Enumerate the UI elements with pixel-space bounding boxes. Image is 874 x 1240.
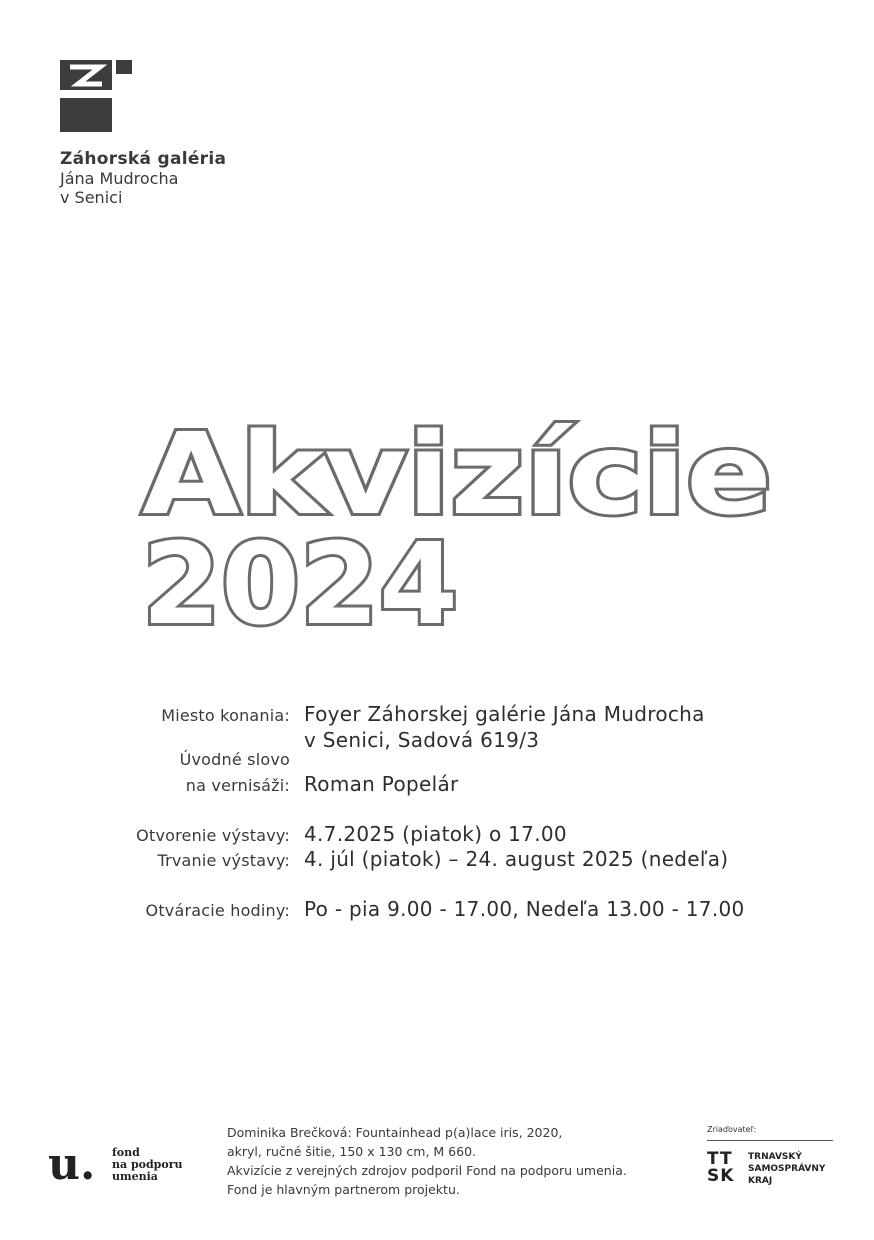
gallery-name: [60, 150, 226, 207]
hours-label: Otváracie hodiny:: [145, 901, 290, 920]
credit-line2: akryl, ručné šitie, 150 x 130 cm, M 660.: [227, 1144, 476, 1159]
ttsk-name-line2: SAMOSPRÁVNY: [748, 1164, 826, 1174]
exhibition-title: [138, 405, 798, 650]
title-line2: 2024: [142, 520, 458, 650]
speech-label-line2: na vernisáži:: [185, 776, 290, 795]
founder-label: Zriaďovateľ:: [707, 1125, 757, 1134]
artwork-credits: [227, 1123, 627, 1199]
fund-line1: fond: [112, 1146, 140, 1159]
opening-value: 4.7.2025 (piatok) o 17.00: [304, 822, 567, 846]
venue-value-line2: v Senici, Sadová 619/3: [304, 728, 540, 752]
credit-line4: Fond je hlavným partnerom projektu.: [227, 1182, 460, 1197]
gallery-name-line3: v Senici: [60, 188, 123, 207]
ttsk-name: [748, 1151, 825, 1187]
speech-label-line1: Úvodné slovo: [179, 750, 290, 769]
duration-label: Trvanie výstavy:: [157, 851, 290, 870]
fund-line2: na podporu: [112, 1158, 183, 1171]
title-line1: Akvizície: [142, 410, 772, 540]
duration-value: 4. júl (piatok) – 24. august 2025 (nedeľa): [304, 847, 729, 871]
speech-value: Roman Popelár: [304, 772, 459, 796]
ttsk-mark-line2: SK: [707, 1166, 735, 1186]
ttsk-name-line3: KRAJ: [748, 1176, 773, 1186]
opening-label: Otvorenie výstavy:: [136, 826, 290, 845]
fund-line3: umenia: [112, 1170, 158, 1183]
venue-value-line1: Foyer Záhorskej galérie Jána Mudrocha: [304, 702, 705, 726]
credit-line1: Dominika Brečková: Fountainhead p(a)lace iris, 2020,: [227, 1125, 563, 1140]
hours-value: Po - pia 9.00 - 17.00, Nedeľa 13.00 - 17.00: [304, 897, 745, 921]
founder-block: [707, 1125, 835, 1186]
z-block-logo-icon: [60, 60, 132, 132]
ttsk-name-line1: TRNAVSKÝ: [748, 1152, 802, 1162]
venue-label: Miesto konania:: [161, 706, 290, 725]
fund-logo-letter: u.: [48, 1139, 96, 1190]
fund-logo-text: [112, 1147, 183, 1183]
founder-divider: [707, 1140, 833, 1141]
credit-line3: Akvizície z verejných zdrojov podporil Fond na podporu umenia.: [227, 1163, 627, 1178]
gallery-name-line1: Záhorská galéria: [60, 149, 227, 169]
gallery-name-line2: Jána Mudrocha: [60, 169, 179, 188]
ttsk-logo-icon: [707, 1151, 734, 1185]
ttsk-mark-line1: TT: [707, 1149, 733, 1169]
